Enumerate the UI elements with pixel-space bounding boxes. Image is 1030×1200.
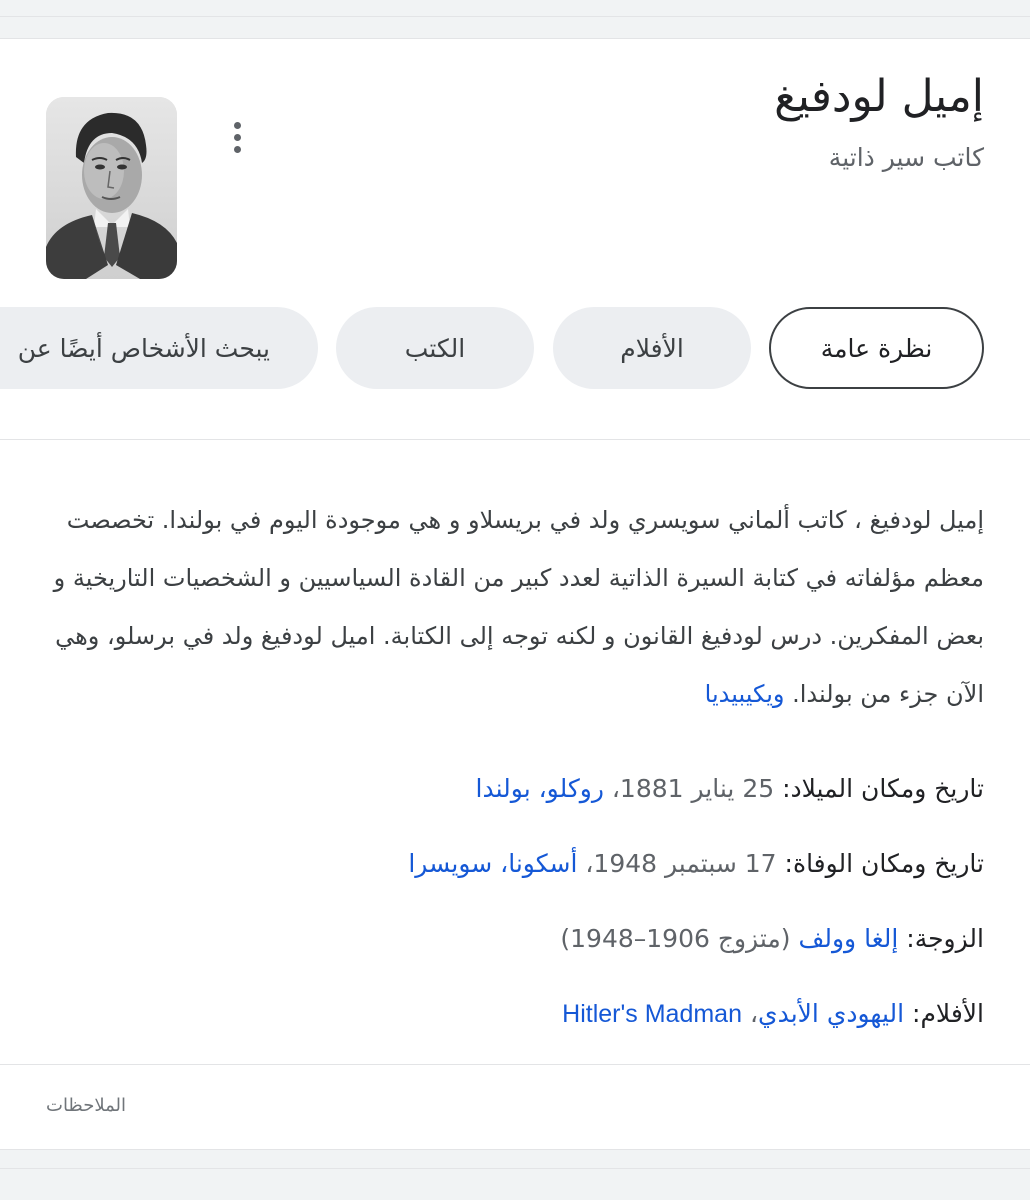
fact-birth xyxy=(476,774,984,803)
entity-title: إميل لودفيغ xyxy=(774,71,984,122)
tab-films[interactable]: الأفلام xyxy=(553,307,751,389)
fact-spouse xyxy=(560,924,984,953)
portrait-image[interactable] xyxy=(46,97,177,279)
tab-people-also-search[interactable]: يبحث الأشخاص أيضًا عن xyxy=(0,307,318,389)
entity-subtitle: كاتب سير ذاتية xyxy=(828,143,984,172)
notes-link[interactable]: الملاحظات xyxy=(46,1095,126,1116)
top-separator xyxy=(0,16,1030,17)
fact-spouse-label: الزوجة: xyxy=(906,924,984,953)
fact-birth-date: 25 يناير 1881 xyxy=(619,774,775,803)
tab-books[interactable]: الكتب xyxy=(336,307,534,389)
fact-death-label: تاريخ ومكان الوفاة: xyxy=(784,849,984,878)
fact-birth-place-link[interactable]: روكلو، بولندا xyxy=(475,774,604,803)
description xyxy=(44,491,984,723)
more-vert-icon-dot xyxy=(234,134,241,141)
fact-death xyxy=(408,849,984,878)
fact-films xyxy=(562,999,984,1029)
wikipedia-link[interactable]: ويكيبيديا xyxy=(704,680,785,708)
more-options-button[interactable] xyxy=(222,117,252,157)
fact-spouse-detail: (متزوج 1906–1948) xyxy=(560,924,791,953)
more-vert-icon-dot xyxy=(234,146,241,153)
fact-films-sep: ، xyxy=(742,999,759,1028)
portrait-illustration xyxy=(46,97,177,279)
description-text: إميل لودفيغ ، كاتب ألماني سويسري ولد في بريسلاو و هي موجودة اليوم في بولندا. تخصصت معظم مؤلفاته في كتابة السيرة الذاتية لعدد كبير من القادة السياسيين و الشخصيات التاريخية و بعض المفكرين. درس لودفيغ القانون و لكنه توجه إلى الكتابة. اميل لودفيغ ولد في برسلو، وهي الآن جزء من بولندا. xyxy=(53,506,984,708)
section-divider xyxy=(0,439,1030,440)
fact-film-link-1[interactable]: اليهودي الأبدي xyxy=(758,999,905,1028)
tab-bar xyxy=(0,307,1030,391)
fact-death-sep: ، xyxy=(577,849,594,878)
tab-overview[interactable]: نظرة عامة xyxy=(769,307,984,389)
fact-birth-sep: ، xyxy=(603,774,620,803)
bottom-separator xyxy=(0,1168,1030,1169)
fact-death-place-link[interactable]: أسكونا، سويسرا xyxy=(408,849,578,878)
fact-death-date: 17 سبتمبر 1948 xyxy=(593,849,777,878)
footer-divider xyxy=(0,1064,1030,1065)
fact-spouse-link[interactable]: إلغا وولف xyxy=(798,924,899,953)
fact-birth-label: تاريخ ومكان الميلاد: xyxy=(782,774,984,803)
fact-film-link-2[interactable]: Hitler's Madman xyxy=(562,1000,742,1028)
fact-films-label: الأفلام: xyxy=(912,999,984,1028)
more-vert-icon-dot xyxy=(234,122,241,129)
knowledge-panel xyxy=(0,38,1030,1150)
